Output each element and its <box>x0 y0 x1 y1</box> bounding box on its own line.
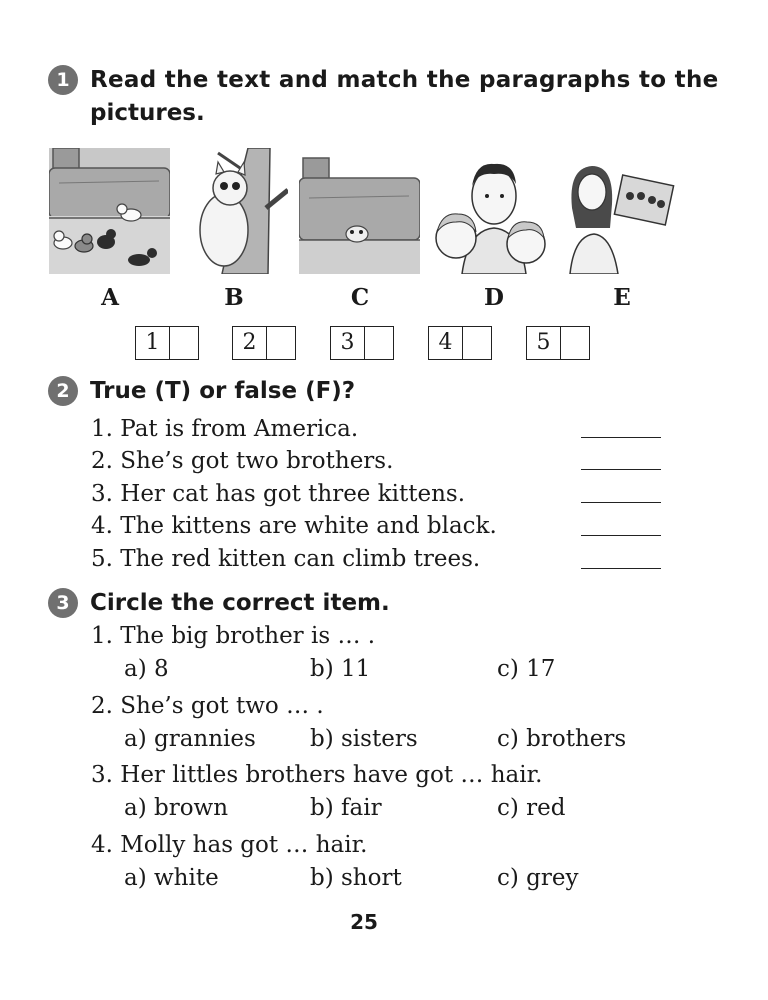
tf-statement-4: 4. The kittens are white and black. <box>91 513 497 539</box>
picture-label-a: A <box>101 284 119 311</box>
answer-box-number: 2 <box>233 327 267 359</box>
tf-statement-2: 2. She’s got two brothers. <box>91 448 394 474</box>
exercise-2-title: True (T) or false (F)? <box>90 378 356 404</box>
exercise-number-badge: 3 <box>48 588 78 618</box>
picture-label-e: E <box>613 284 631 311</box>
tf-statement-5: 5. The red kitten can climb trees. <box>91 546 481 572</box>
tf-answer-blank-2[interactable] <box>581 469 661 470</box>
exercise-number-badge: 2 <box>48 376 78 406</box>
question-4: 4. Molly has got … hair. <box>91 832 368 858</box>
page-number: 25 <box>350 910 378 934</box>
answer-box-1[interactable] <box>135 326 199 360</box>
exercise-1-title-line-2: pictures. <box>90 100 205 126</box>
answer-box-number: 1 <box>136 327 170 359</box>
tf-answer-blank-5[interactable] <box>581 568 661 569</box>
option-3b[interactable]: b) fair <box>310 795 382 821</box>
answer-box-number: 4 <box>429 327 463 359</box>
option-4a[interactable]: a) white <box>124 865 219 891</box>
answer-box-number: 5 <box>527 327 561 359</box>
option-1a[interactable]: a) 8 <box>124 656 169 682</box>
exercise-number-badge: 1 <box>48 65 78 95</box>
question-2: 2. She’s got two … . <box>91 693 324 719</box>
picture-b-cat-in-tree <box>188 148 288 274</box>
answer-box-4[interactable] <box>428 326 492 360</box>
exercise-1-title-line-1: Read the text and match the paragraphs to the <box>90 67 719 93</box>
option-3c[interactable]: c) red <box>497 795 566 821</box>
tf-answer-blank-4[interactable] <box>581 535 661 536</box>
answer-blank[interactable] <box>170 327 198 359</box>
answer-blank[interactable] <box>365 327 393 359</box>
option-3a[interactable]: a) brown <box>124 795 229 821</box>
answer-box-5[interactable] <box>526 326 590 360</box>
picture-label-d: D <box>484 284 504 311</box>
picture-d-father-and-boys <box>432 148 552 274</box>
picture-a-sofa-kittens <box>49 148 170 274</box>
exercise-2-heading <box>48 377 355 408</box>
picture-label-b: B <box>224 284 244 311</box>
tf-answer-blank-1[interactable] <box>581 437 661 438</box>
option-2a[interactable]: a) grannies <box>124 726 256 752</box>
tf-statement-1: 1. Pat is from America. <box>91 416 359 442</box>
answer-blank[interactable] <box>463 327 491 359</box>
option-2c[interactable]: c) brothers <box>497 726 627 752</box>
option-4b[interactable]: b) short <box>310 865 402 891</box>
tf-statement-3: 3. Her cat has got three kittens. <box>91 481 466 507</box>
exercise-3-heading <box>48 589 390 620</box>
option-1b[interactable]: b) 11 <box>310 656 371 682</box>
option-1c[interactable]: c) 17 <box>497 656 556 682</box>
exercise-1-title <box>90 64 719 130</box>
option-4c[interactable]: c) grey <box>497 865 579 891</box>
answer-blank[interactable] <box>561 327 589 359</box>
picture-e-woman-with-photo <box>566 148 676 274</box>
answer-blank[interactable] <box>267 327 295 359</box>
answer-box-2[interactable] <box>232 326 296 360</box>
answer-box-3[interactable] <box>330 326 394 360</box>
picture-label-c: C <box>350 284 370 311</box>
tf-answer-blank-3[interactable] <box>581 502 661 503</box>
answer-box-number: 3 <box>331 327 365 359</box>
question-1: 1. The big brother is … . <box>91 623 376 649</box>
exercise-1-heading <box>48 66 719 130</box>
exercise-3-title: Circle the correct item. <box>90 590 390 616</box>
option-2b[interactable]: b) sisters <box>310 726 418 752</box>
question-3: 3. Her littles brothers have got … hair. <box>91 762 543 788</box>
picture-c-kitten-under-sofa <box>299 148 420 274</box>
